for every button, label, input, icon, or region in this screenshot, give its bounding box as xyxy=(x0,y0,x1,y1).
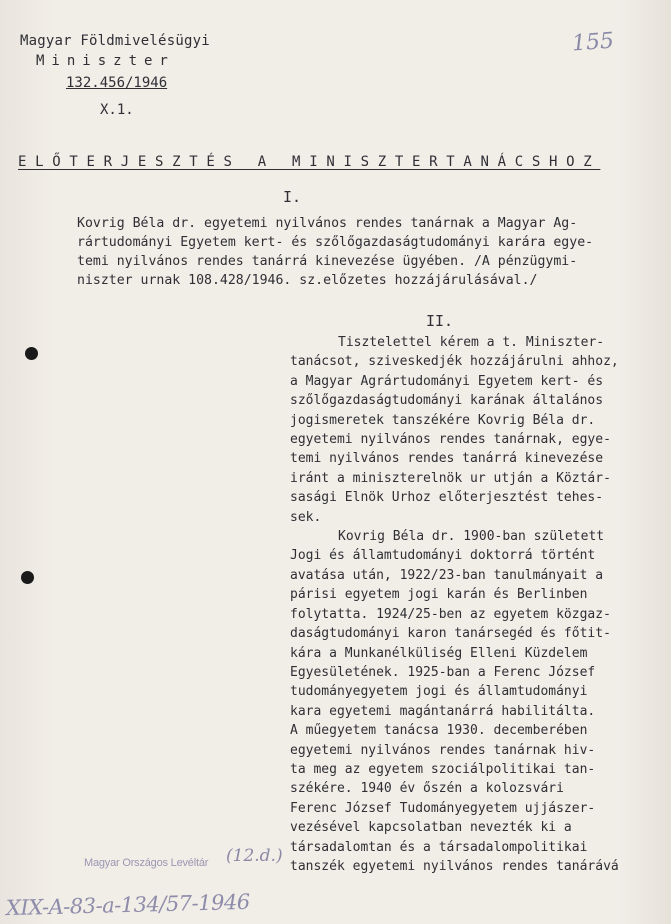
body-line: iránt a miniszterelnök ur utján a Köztár- xyxy=(290,470,611,486)
body-line: Tisztelettel kérem a t. Miniszter- xyxy=(338,335,605,350)
punch-hole-bottom xyxy=(21,571,34,584)
part-one-numeral: I. xyxy=(283,188,302,206)
document-title: ELŐTERJESZTÉS A MINISZTERTANÁCSHOZ xyxy=(18,154,601,170)
body-line: egyetemi nyilvános rendes tanárnak hiv- xyxy=(290,742,596,758)
body-line: vezésével kapcsolatban nevezték ki a xyxy=(290,820,572,836)
body-line: jogismeretek tanszékére Kovrig Béla dr. xyxy=(290,412,596,428)
body-line: tanszék egyetemi nyilvános rendes tanárává xyxy=(290,858,619,874)
body-line: székére. 1940 év őszén a kolozsvári xyxy=(290,781,564,797)
archive-stamp: Magyar Országos Levéltár xyxy=(84,857,209,869)
minister-line: Miniszter xyxy=(36,53,175,69)
body-line: Egyesületének. 1925-ban a Ferenc József xyxy=(290,664,596,680)
body-line: avatása után, 1922/23-ban tanulmányait a xyxy=(290,567,604,583)
subject-line: rártudományi Egyetem kert- és szőlőgazdaságtudományi karára egye- xyxy=(77,235,594,250)
punch-hole-top xyxy=(25,347,38,360)
subject-paragraph xyxy=(77,214,637,290)
body-line: tanácsot, sziveskedjék hozzájárulni ahhoz, xyxy=(290,354,619,370)
subject-line: niszter urnak 108.428/1946. sz.előzetes hozzájárulásával./ xyxy=(77,273,538,288)
body-text-column xyxy=(290,333,660,876)
body-line: Kovrig Béla dr. 1900-ban született xyxy=(338,529,605,545)
section-code: X.1. xyxy=(100,102,134,118)
body-line: daságtudományi karon tanársegéd és főtit- xyxy=(290,626,611,642)
body-line: szőlőgazdaságtudományi karának általános xyxy=(290,393,604,409)
subject-line: temi nyilvános rendes tanárrá kinevezése ügyében. /A pénzügymi- xyxy=(77,254,578,269)
body-line: egyetemi nyilvános rendes tanárnak, egye- xyxy=(290,432,611,448)
reference-number: 132.456/1946 xyxy=(66,75,168,91)
part-two-numeral: II. xyxy=(426,312,454,330)
body-line: kara egyetemi magántanárrá habilitálta. xyxy=(290,703,596,719)
handwritten-page-number: 155 xyxy=(571,28,615,57)
body-line: sasági Elnök Urhoz előterjesztést tehes- xyxy=(290,490,604,506)
body-line: Jogi és államtudományi doktorrá történt xyxy=(290,548,596,564)
body-line: párisi egyetem jogi karán és Berlinben xyxy=(290,587,588,603)
body-line: Ferenc József Tudományegyetem ujjászer- xyxy=(290,800,596,816)
body-line: folytatta. 1924/25-ben az egyetem közgaz- xyxy=(290,606,611,622)
body-line: társadalomtan és a társadalompolitikai xyxy=(290,839,588,855)
body-line: a Magyar Agrártudományi Egyetem kert- és xyxy=(290,373,604,389)
body-line: kára a Munkanélküliség Elleni Küzdelem xyxy=(290,645,588,661)
body-line: sek. xyxy=(290,509,322,525)
body-line: A műegyetem tanácsa 1930. decemberében xyxy=(290,723,588,739)
ministry-name: Magyar Földmivelésügyi xyxy=(20,33,210,49)
body-line: temi nyilvános rendes tanárrá kinevezése xyxy=(290,451,604,467)
body-line: tudományegyetem jogi és államtudományi xyxy=(290,684,588,700)
subject-line: Kovrig Béla dr. egyetemi nyilvános rendes tanárnak a Magyar Ag- xyxy=(77,216,578,231)
handwritten-note: (12.d.) xyxy=(226,846,283,866)
archive-signature: XIX-A-83-a-134/57-1946 xyxy=(5,889,250,921)
body-line: ta meg az egyetem szociálpolitikai tan- xyxy=(290,761,596,777)
